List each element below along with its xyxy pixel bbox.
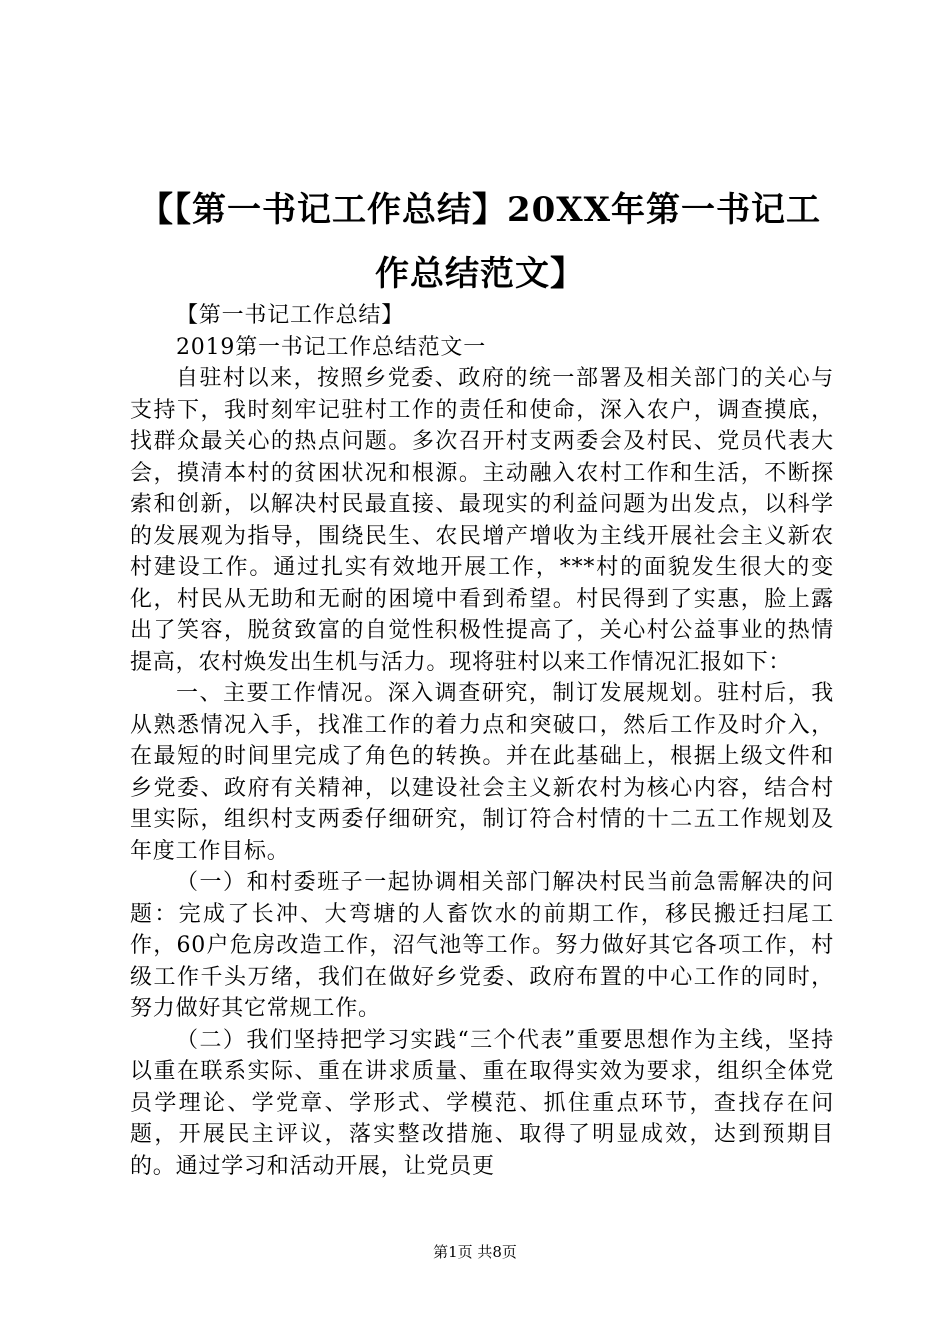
- page-number-footer: 第1页 共8页: [433, 1243, 517, 1261]
- document-title-line-2: 作总结范文】: [375, 254, 585, 294]
- body-paragraph: （一）和村委班子一起协调相关部门解决村民当前急需解决的问题：完成了长冲、大弯塘的人畜饮水的前期工作，移民搬迁扫尾工作，60户危房改造工作，沼气池等工作。努力做好其它各项工作，村级工作千头万绪，我们在做好乡党委、政府布置的中心工作的同时，努力做好其它常规工作。: [130, 870, 834, 1021]
- document-title-line-1: 【【第一书记工作总结】20XX年第一书记工: [138, 190, 822, 230]
- document-body: [130, 300, 834, 1182]
- subheading: 【第一书记工作总结】: [176, 303, 405, 328]
- document-title: [130, 178, 830, 306]
- section-title: 2019第一书记工作总结范文一: [176, 334, 486, 360]
- body-paragraph: 自驻村以来，按照乡党委、政府的统一部署及相关部门的关心与支持下，我时刻牢记驻村工作的责任和使命，深入农户，调查摸底，找群众最关心的热点问题。多次召开村支两委会及村民、党员代表大会，摸清本村的贫困状况和根源。主动融入农村工作和生活，不断探索和创新，以解决村民最直接、最现实的利益问题为出发点，以科学的发展观为指导，围绕民生、农民增产增收为主线开展社会主义新农村建设工作。通过扎实有效地开展工作，***村的面貌发生很大的变化，村民从无助和无耐的困境中看到希望。村民得到了实惠，脸上露出了笑容，脱贫致富的自觉性积极性提高了，关心村公益事业的热情提高，农村焕发出生机与活力。现将驻村以来工作情况汇报如下：: [130, 366, 834, 675]
- body-paragraph: 一、主要工作情况。深入调查研究，制订发展规划。驻村后，我从熟悉情况入手，找准工作的着力点和突破口，然后工作及时介入，在最短的时间里完成了角色的转换。并在此基础上，根据上级文件和乡党委、政府有关精神，以建设社会主义新农村为核心内容，结合村里实际，组织村支两委仔细研究，制订符合村情的十二五工作规划及年度工作目标。: [130, 681, 834, 864]
- body-paragraph: （二）我们坚持把学习实践“三个代表”重要思想作为主线，坚持以重在联系实际、重在讲求质量、重在取得实效为要求，组织全体党员学理论、学党章、学形式、学模范、抓住重点环节，查找存在问题，开展民主评议，落实整改措施、取得了明显成效，达到预期目的。通过学习和活动开展，让党员更: [130, 1027, 834, 1179]
